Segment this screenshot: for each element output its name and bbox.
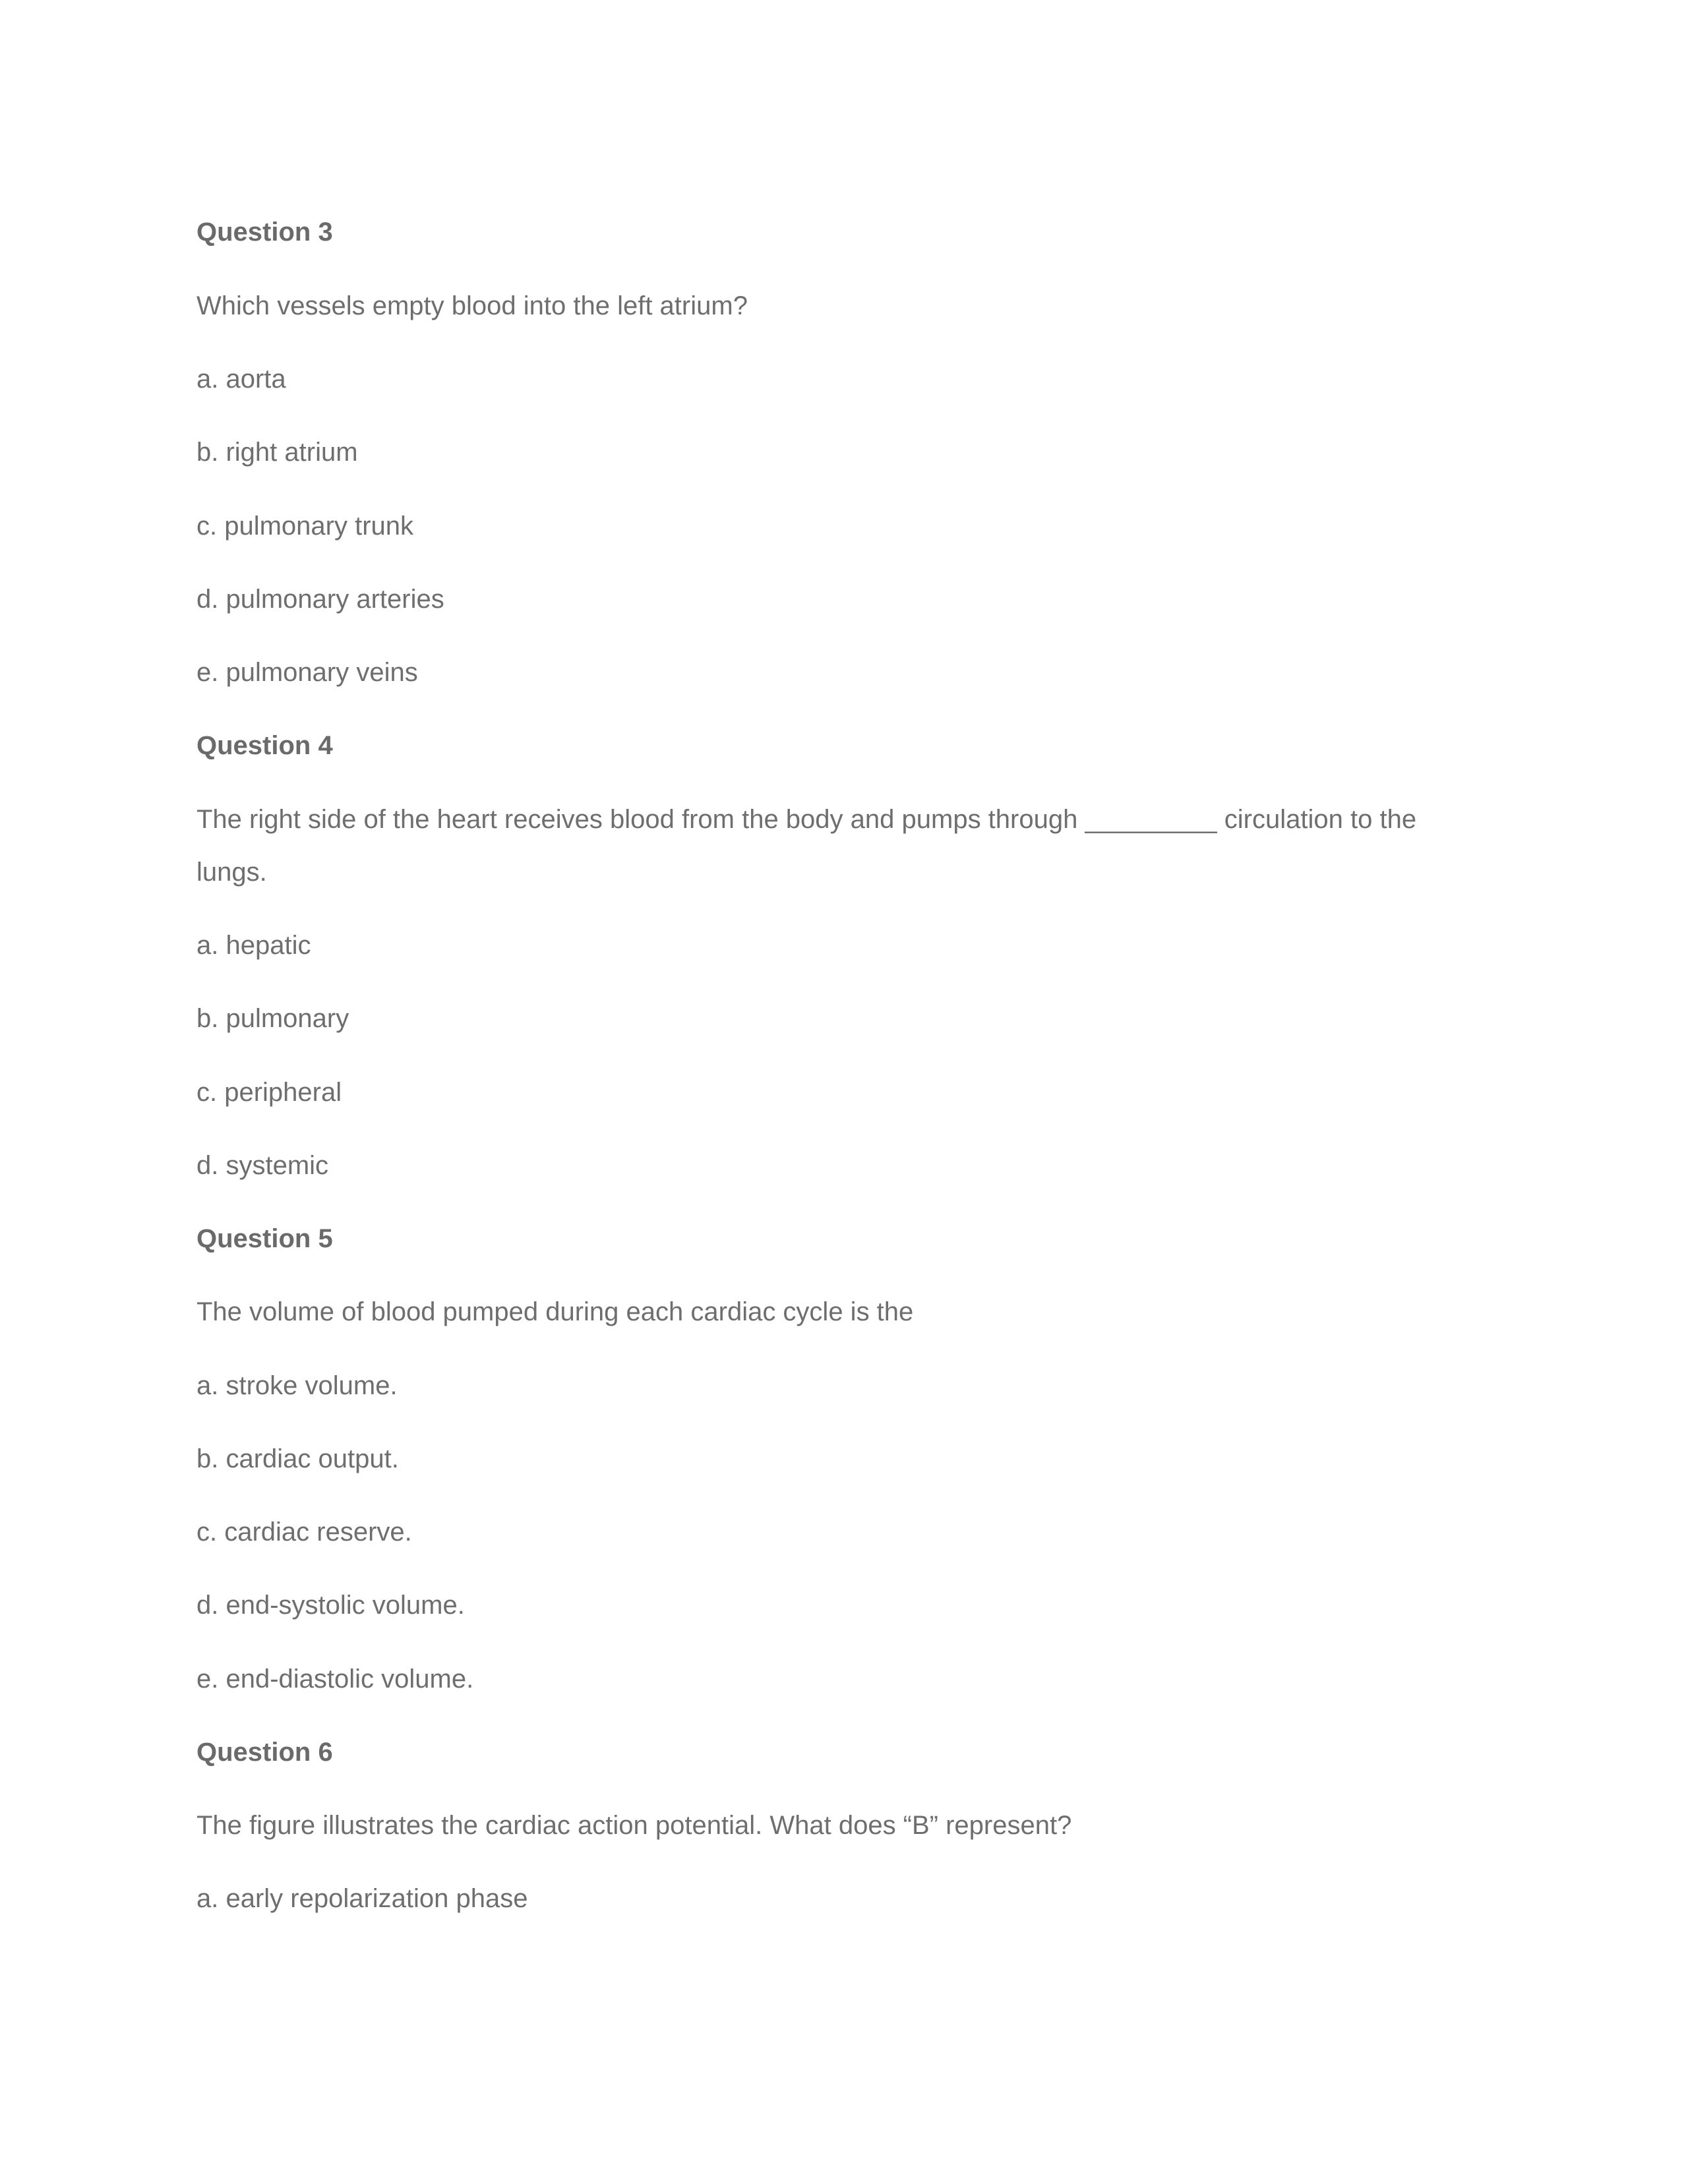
question-6-prompt: The figure illustrates the cardiac action potential. What does “B” represent? <box>196 1811 1072 1840</box>
question-6-heading: Question 6 <box>196 1738 333 1767</box>
question-3-heading: Question 3 <box>196 218 333 247</box>
question-3-option-b: b. right atrium <box>196 438 358 467</box>
question-4-prompt-line2: lungs. <box>196 858 267 887</box>
question-3-prompt: Which vessels empty blood into the left atrium? <box>196 291 748 320</box>
question-5-option-d: d. end-systolic volume. <box>196 1591 465 1620</box>
question-3-option-c: c. pulmonary trunk <box>196 512 414 541</box>
question-4-option-a: a. hepatic <box>196 931 311 960</box>
question-5-option-a: a. stroke volume. <box>196 1371 398 1400</box>
question-4-option-c: c. peripheral <box>196 1078 342 1107</box>
question-4-prompt-line1: The right side of the heart receives blood from the body and pumps through _________ circulation to the <box>196 805 1417 834</box>
question-4-heading: Question 4 <box>196 731 333 760</box>
question-3-option-e: e. pulmonary veins <box>196 658 418 687</box>
question-5-option-e: e. end-diastolic volume. <box>196 1665 474 1694</box>
question-5-heading: Question 5 <box>196 1224 333 1253</box>
question-5-prompt: The volume of blood pumped during each cardiac cycle is the <box>196 1297 914 1326</box>
question-6-option-a: a. early repolarization phase <box>196 1884 528 1913</box>
question-5-option-c: c. cardiac reserve. <box>196 1518 412 1547</box>
question-4-option-b: b. pulmonary <box>196 1004 349 1033</box>
question-5-option-b: b. cardiac output. <box>196 1444 399 1473</box>
question-3-option-d: d. pulmonary arteries <box>196 585 444 614</box>
question-3-option-a: a. aorta <box>196 365 286 394</box>
question-4-option-d: d. systemic <box>196 1151 329 1180</box>
